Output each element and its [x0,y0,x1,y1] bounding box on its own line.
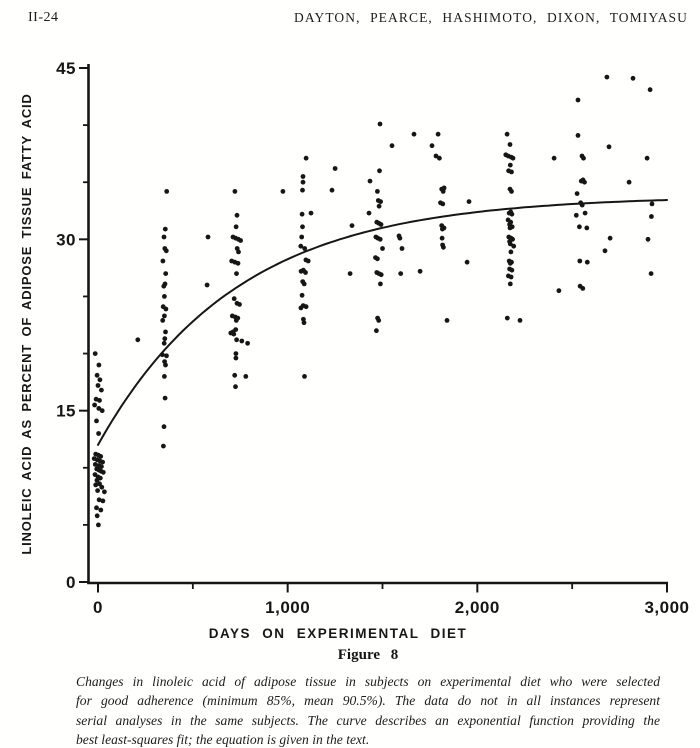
scatter-point [377,168,382,173]
scatter-point [206,235,211,240]
scatter-point [330,188,335,193]
scatter-point [95,373,100,378]
scatter-point [94,505,99,510]
scatter-point [164,189,169,194]
scatter-point [508,282,513,287]
caption-line-4: best least-squares fit; the equation is given in the text. [76,731,370,747]
scatter-point [96,383,101,388]
scatter-point [508,163,513,168]
scatter-point [380,246,385,251]
scatter-point [164,248,169,253]
scatter-point [508,142,513,147]
scatter-point [557,288,562,293]
scatter-point [301,174,306,179]
scatter-point [627,180,632,185]
scatter-point [99,388,104,393]
scatter-point [377,204,382,209]
y-tick-label: 45 [56,59,76,78]
scatter-point [232,373,237,378]
scatter-point [161,284,166,289]
scatter-point [164,353,169,358]
scatter-point [101,470,106,475]
scatter-point [234,224,239,229]
scatter-point [378,237,383,242]
scatter-point [437,156,442,161]
scatter-point [96,523,101,528]
x-tick-label: 2,000 [454,598,500,617]
scatter-point [162,235,167,240]
scatter-point [231,332,236,337]
scatter-point [235,213,240,218]
scatter-point [234,271,239,276]
scatter-point [505,132,510,137]
page-number: II-24 [28,10,59,25]
scatter-point [398,236,403,241]
scatter-point [163,330,168,335]
scatter-point [233,189,238,194]
scatter-point [99,485,104,490]
scatter-point [234,318,239,323]
scatter-point [163,227,168,232]
scatter-point [510,212,515,217]
scatter-point [163,396,168,401]
scatter-point [161,259,166,264]
figure-label: Figure 8 [337,647,399,663]
scatter-point [375,189,380,194]
scatter-point [374,328,379,333]
scatter-point [302,282,307,287]
scatter-point [163,271,168,276]
scatter-point [162,336,167,341]
scatter-point [505,316,510,321]
caption-line-2: for good adherence (minimum 85%, mean 90.5%). The data do not in all instances represent [76,693,660,709]
scatter-point [648,87,653,92]
scatter-point [93,351,98,356]
scatter-point [649,271,654,276]
scatter-point [302,374,307,379]
scatter-point [582,180,587,185]
scatter-point [368,179,373,184]
scatter-point [92,403,97,408]
scatter-point [300,212,305,217]
scatter-point [302,246,307,251]
scatter-point [511,244,516,249]
scatter-point [445,318,450,323]
scatter-point [646,237,651,242]
scatter-point [236,261,241,266]
scatter-point [509,170,514,175]
x-tick-label: 3,000 [644,598,690,617]
scatter-point [649,214,654,219]
scatter-point [236,250,241,255]
scatter-point [232,296,237,301]
scatter-point [511,156,516,161]
scatter-point [603,248,608,253]
scatter-point [580,203,585,208]
scatter-point [300,224,305,229]
scatter-point [379,272,384,277]
scatter-point [441,189,446,194]
scatter-point [583,211,588,216]
fit-curve [98,200,667,445]
scatter-point [440,227,445,232]
scatter-point [162,294,167,299]
scatter-point [412,132,417,137]
scatter-point [162,424,167,429]
scatter-point [95,488,100,493]
scatter-point [135,337,140,342]
scatter-point [97,363,102,368]
scatter-point [440,202,445,207]
x-tick-label: 1,000 [265,598,311,617]
scatter-point [161,444,166,449]
y-tick-label: 30 [56,230,76,250]
scatter-point [95,513,100,518]
scatter-point [580,286,585,291]
scatter-point [552,156,557,161]
scatter-point [100,460,105,465]
scatter-point [508,226,513,231]
scatter-point [300,188,305,193]
scatter-point [97,398,102,403]
scatter-point [645,156,650,161]
scatter-point [281,189,286,194]
scatter-point [301,180,306,185]
y-axis-title: LINOLEIC ACID AS PERCENT OF ADIPOSE TISSUE FATTY ACID [19,93,34,555]
scatter-point [378,199,383,204]
y-tick-label: 0 [66,573,76,592]
caption-line-3: serial analyses in the same subjects. The curve describes an exponential function providing the [76,712,660,728]
scatter-point [440,236,445,241]
scatter-point [101,499,106,504]
scatter-point [467,199,472,204]
scatter-point [576,98,581,103]
scatter-point [350,223,355,228]
scatter-point [93,483,98,488]
scatter-point [300,293,305,298]
scatter-point [233,384,238,389]
figure-caption [76,672,660,748]
scatter-point [574,213,579,218]
scatter-point [304,304,309,309]
scatter-point [607,144,612,149]
scatter-point [234,351,239,356]
scatter-point [375,256,380,261]
scatter-point [243,374,248,379]
y-tick-label: 15 [56,401,76,421]
scatter-point [376,318,381,323]
scatter-point [205,283,210,288]
scatter-point [508,261,513,266]
scatter-point [390,143,395,148]
scatter-point [577,224,582,229]
scatter-point [631,76,636,81]
scatter-point [303,270,308,275]
scatter-point [160,352,165,357]
scatter-point [98,377,103,382]
scatter-point [577,259,582,264]
scatter-point [245,341,250,346]
running-head-authors: DAYTON, PEARCE, HASHIMOTO, DIXON, TOMIYASU [294,10,688,25]
scatter-point [234,337,239,342]
scatter-point [575,191,580,196]
scatter-point [378,122,383,127]
scatter-point [400,246,405,251]
scatter-point [234,356,239,361]
scatter-point [576,133,581,138]
scatter-point [299,306,304,311]
scatter-point [378,282,383,287]
scatter-point [581,156,586,161]
scatter-point [379,222,384,227]
scatter-point [162,341,167,346]
scatter-point [239,339,244,344]
scatter-point [96,431,101,436]
scatter-point [584,226,589,231]
scatter-point [306,259,311,264]
caption-line-1: Changes in linoleic acid of adipose tissue in subjects on experimental diet who were selected [76,674,660,689]
scatter-point [160,318,165,323]
scatter-point [436,132,441,137]
scatter-point [430,143,435,148]
scatter-point [608,236,613,241]
scatter-point [309,211,314,216]
scatter-point [509,250,514,255]
scatter-point [162,314,167,319]
scatter-point [237,302,242,307]
scatter-point [441,245,446,250]
scatter-point [94,419,99,424]
scatter-point [98,508,103,513]
scatter-point [98,454,103,459]
scatter-point [163,363,168,368]
x-tick-label: 0 [93,598,103,617]
scatter-point [367,211,372,216]
scatter-point [299,269,304,274]
scatter-point [510,268,515,273]
scatter-point [465,260,470,265]
x-axis-title: DAYS ON EXPERIMENTAL DIET [208,626,468,641]
scatter-point [102,489,107,494]
scatter-point [398,271,403,276]
scatter-point [650,202,655,207]
scatter-point [162,374,167,379]
scatter-point [348,271,353,276]
scatter-point [333,166,338,171]
scatter-point [164,307,169,312]
scatter-point [304,156,309,161]
scatter-point [509,275,514,280]
scatter-point [605,75,610,80]
scatter-point [238,238,243,243]
scatter-point [302,320,307,325]
scatter-point [418,269,423,274]
scatter-point [518,318,523,323]
scatter-point [100,408,105,413]
scatter-point [299,235,304,240]
scatter-point [509,189,514,194]
scatter-point [585,260,590,265]
